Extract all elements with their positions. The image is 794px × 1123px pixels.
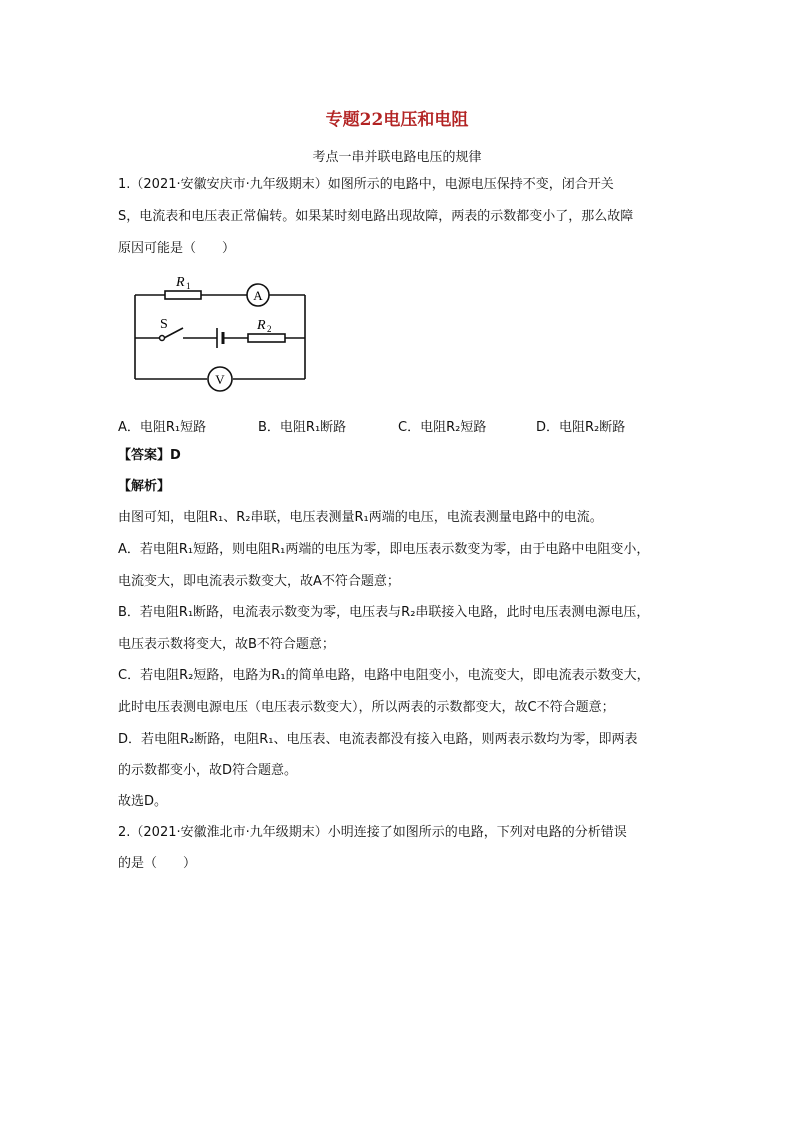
page-title: 专题22电压和电阻: [325, 110, 469, 130]
r2-subscript: 2: [267, 324, 272, 334]
q1-line-1: 1.（2021·安徽安庆市·九年级期末）如图所示的电路中，电源电压保持不变，闭合开关: [118, 177, 614, 192]
switch-label: S: [160, 317, 168, 332]
q2-line-1: 2.（2021·安徽淮北市·九年级期末）小明连接了如图所示的电路，下列对电路的分析错误: [118, 825, 627, 840]
ammeter-label: A: [253, 288, 263, 303]
analysis-line-1: 由图可知，电阻R₁、R₂串联，电压表测量R₁两端的电压，电流表测量电路中的电流。: [118, 510, 603, 525]
section-subtitle: 考点一串并联电路电压的规律: [312, 150, 482, 165]
r1-subscript: 1: [186, 281, 191, 291]
option-a: A．电阻R₁短路: [118, 420, 207, 435]
switch-pivot: [160, 336, 165, 341]
analysis-line-6: C．若电阻R₂短路，电路为R₁的简单电路，电路中电阻变小，电流变大，即电流表示数变大，: [118, 668, 650, 683]
analysis-heading: 【解析】: [118, 479, 171, 494]
circuit-diagram: [120, 268, 320, 398]
resistor-r2: [248, 334, 285, 342]
option-c: C．电阻R₂短路: [398, 420, 487, 435]
analysis-line-10: 故选D。: [118, 794, 168, 809]
r1-label: R: [176, 275, 185, 290]
r2-label: R: [257, 318, 266, 333]
analysis-line-8: D．若电阻R₂断路，电阻R₁、电压表、电流表都没有接入电路，则两表示数均为零，即两表: [118, 732, 638, 747]
option-b: B．电阻R₁断路: [258, 420, 347, 435]
answer: 【答案】D: [118, 448, 181, 463]
analysis-line-5: 电压表示数将变大，故B不符合题意；: [118, 637, 335, 652]
analysis-line-7: 此时电压表测电源电压（电压表示数变大），所以两表的示数都变大，故C不符合题意；: [118, 700, 615, 715]
battery-icon: [217, 328, 223, 348]
q1-line-2: S，电流表和电压表正常偏转。如果某时刻电路出现故障，两表的示数都变小了，那么故障: [118, 209, 634, 224]
q2-line-2: 的是（ ）: [118, 856, 197, 871]
analysis-line-3: 电流变大，即电流表示数变大，故A不符合题意；: [118, 574, 400, 589]
q1-line-3: 原因可能是（ ）: [118, 241, 236, 256]
analysis-line-4: B．若电阻R₁断路，电流表示数变为零，电压表与R₂串联接入电路，此时电压表测电源电压，: [118, 605, 650, 620]
analysis-line-2: A．若电阻R₁短路，则电阻R₁两端的电压为零，即电压表示数变为零，由于电路中电阻变小，: [118, 542, 650, 557]
voltmeter-label: V: [215, 372, 225, 387]
option-d: D．电阻R₂断路: [536, 420, 626, 435]
resistor-r1: [165, 291, 201, 299]
analysis-line-9: 的示数都变小，故D符合题意。: [118, 763, 298, 778]
